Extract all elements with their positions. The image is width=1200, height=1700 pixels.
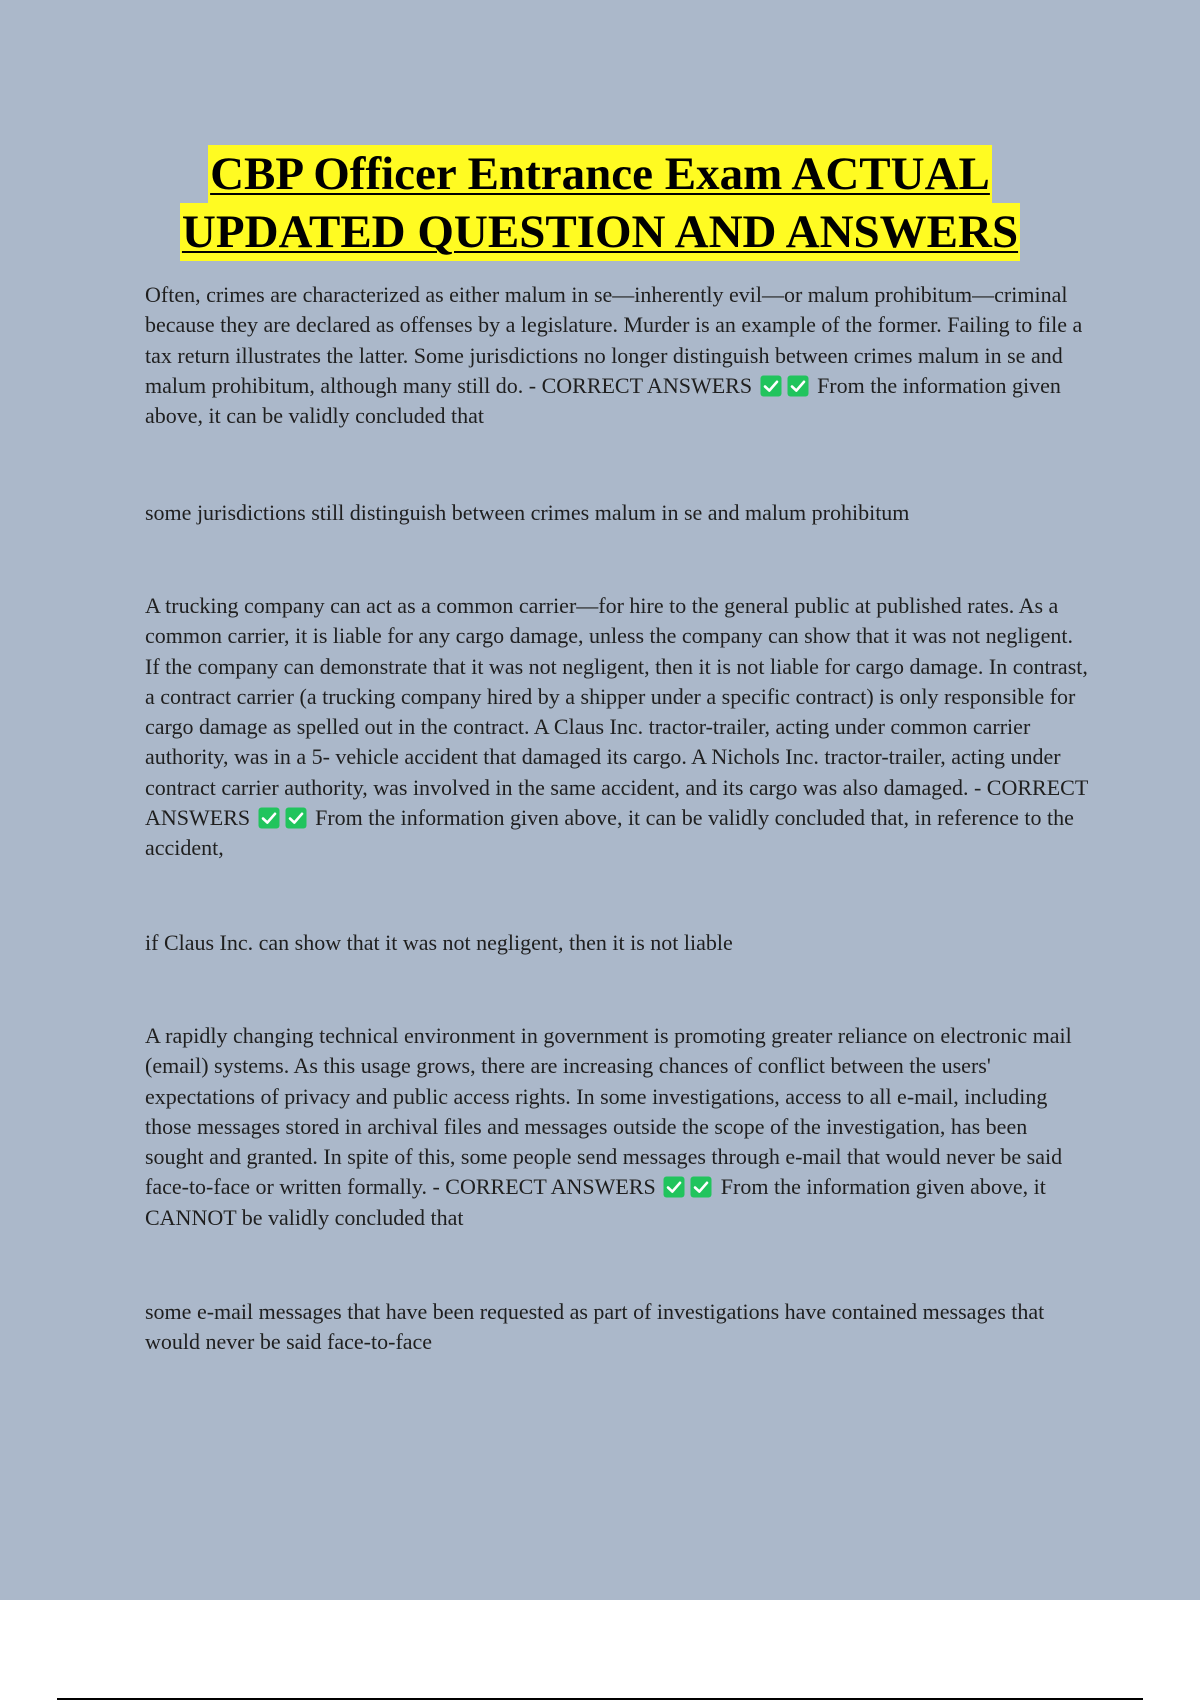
title-line-1: CBP Officer Entrance Exam ACTUAL: [208, 145, 992, 203]
question-text: A rapidly changing technical environment in government is promoting greater reliance on electronic mail (email) systems. As this usage grows, there are increasing chances of conflict between the users' expectations of privacy and public access rights. In some investigations, access to all e-mail, including those messages stored in archival files and messages outside the scope of the investigation, has been sought and granted. In spite of this, some people send messages through e-mail that would never be said face-to-face or written formally. - CORRECT ANSWERS: [145, 1023, 1072, 1200]
answer-paragraph-1: some jurisdictions still distinguish between crimes malum in se and malum prohibitum: [145, 500, 910, 525]
check-mark-icon: [690, 1176, 712, 1198]
question-prompt: From the information given above, it can be validly concluded that, in reference to the accident,: [145, 805, 1074, 861]
check-mark-icon: [258, 807, 280, 829]
question-paragraph-1: [145, 280, 1090, 431]
check-mark-icon: [663, 1176, 685, 1198]
question-paragraph-2: [145, 591, 1090, 864]
question-text: Often, crimes are characterized as either malum in se—inherently evil—or malum prohibitum—criminal because they are declared as offenses by a legislature. Murder is an example of the former. Failing to file a tax return illustrates the latter. Some jurisdictions no longer distinguish between crimes malum in se and malum prohibitum, although many still do. - CORRECT ANSWERS: [145, 282, 1083, 398]
answer-paragraph-2: if Claus Inc. can show that it was not negligent, then it is not liable: [145, 930, 733, 955]
check-mark-icon: [760, 375, 782, 397]
check-mark-icon: [285, 807, 307, 829]
question-prompt: From the information given above, it can be validly concluded that: [145, 372, 1061, 429]
question-text: A trucking company can act as a common carrier—for hire to the general public at published rates. As a common carrier, it is liable for any cargo damage, unless the company can show that it was not negligent. If the company can demonstrate that it was not negligent, then it is not liable for cargo damage. In contrast, a contract carrier (a trucking company hired by a shipper under a specific contract) is only responsible for cargo damage as spelled out in the contract. A Claus Inc. tractor-trailer, acting under common carrier authority, was in a 5- vehicle accident that damaged its cargo. A Nichols Inc. tractor-trailer, acting under contract carrier authority, was involved in the same accident, and its cargo was also damaged. - CORRECT ANSWERS: [145, 593, 1088, 831]
question-paragraph-3: [145, 1021, 1090, 1233]
title-line-2: UPDATED QUESTION AND ANSWERS: [180, 203, 1020, 261]
question-prompt: From the information given above, it CANNOT be validly concluded that: [145, 1174, 1046, 1230]
document-title: [0, 145, 1200, 261]
answer-paragraph-3: some e-mail messages that have been requested as part of investigations have contained messages that would never be said face-to-face: [145, 1299, 1045, 1355]
check-mark-icon: [787, 375, 809, 397]
